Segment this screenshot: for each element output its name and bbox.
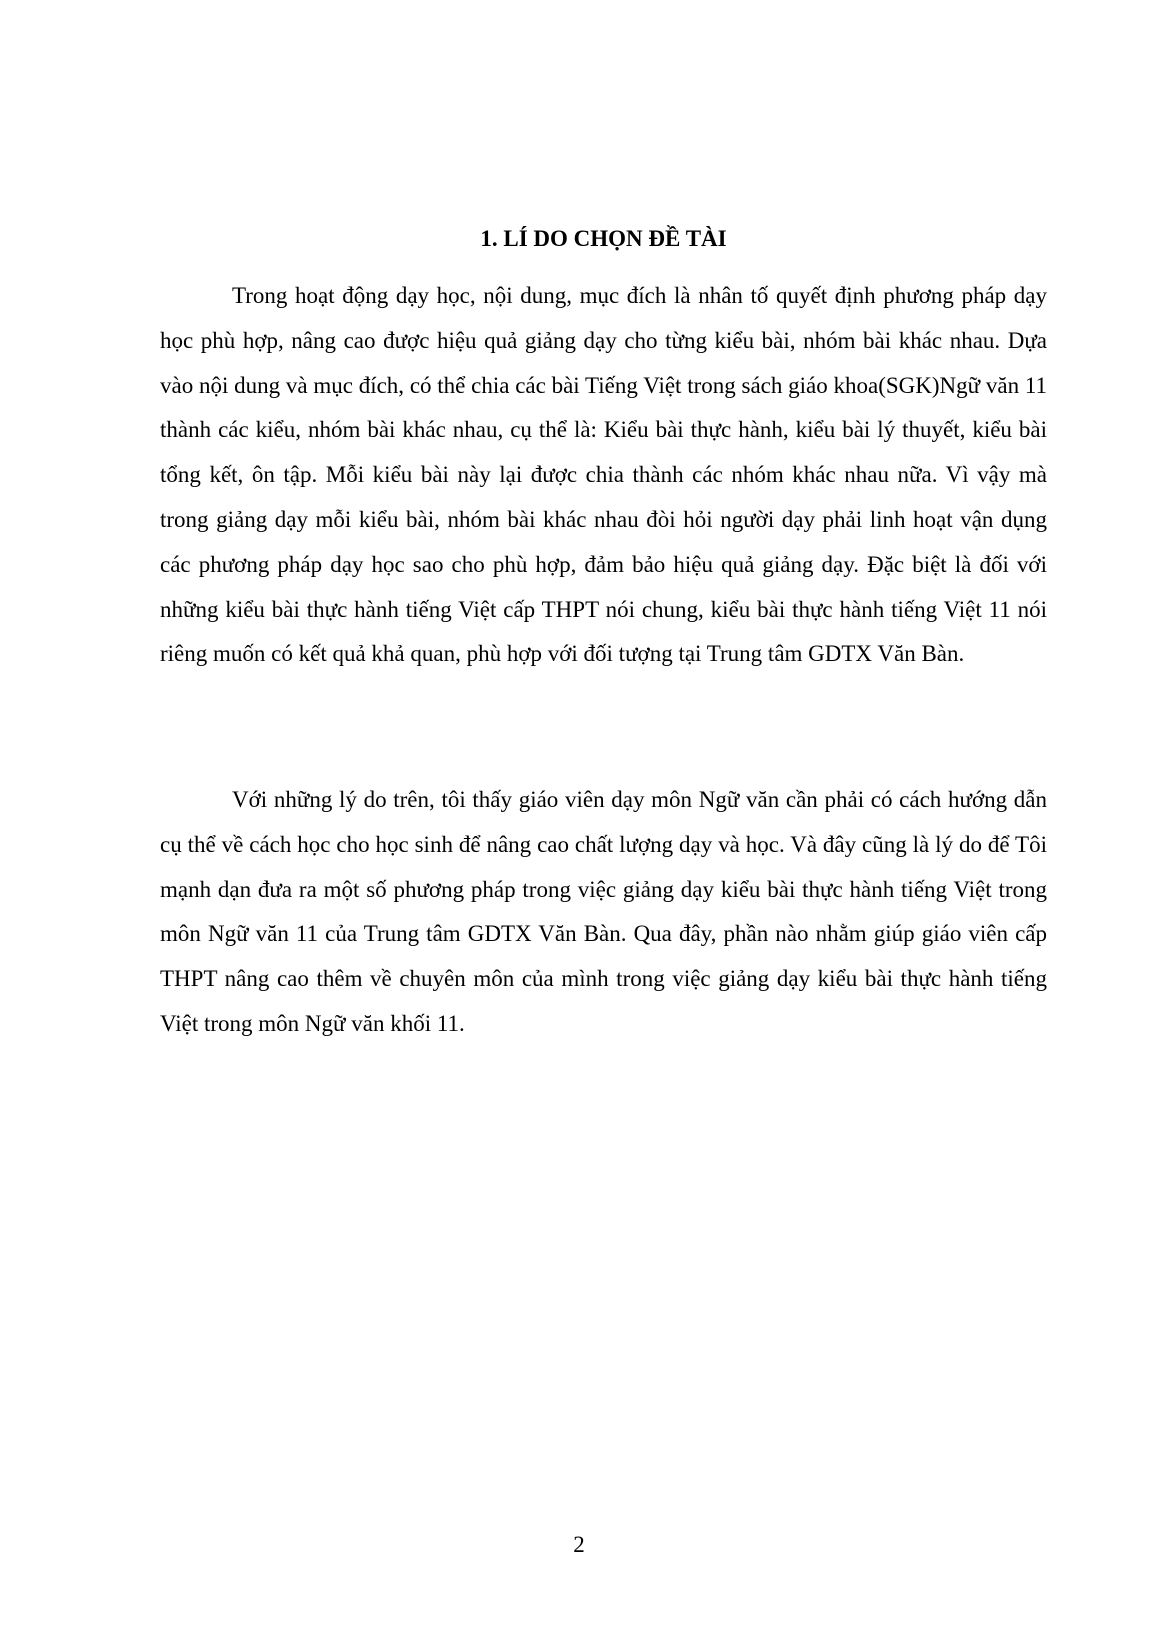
page-number: 2: [573, 1532, 585, 1557]
section-title: 1. LÍ DO CHỌN ĐỀ TÀI: [480, 226, 727, 251]
paragraph-conclusion: Với những lý do trên, tôi thấy giáo viên dạy môn Ngữ văn cần phải có cách hướng dẫn cụ thể về cách học cho học sinh để nâng cao chất lượng dạy và học. Và đây cũng là lý do để Tôi mạnh dạn đưa ra một số phương pháp trong việc giảng dạy kiểu bài thực hành tiếng Việt trong môn Ngữ văn 11 của Trung tâm GDTX Văn Bàn. Qua đây, phần nào nhằm giúp giáo viên cấp THPT nâng cao thêm về chuyên môn của mình trong việc giảng dạy kiểu bài thực hành tiếng Việt trong môn Ngữ văn khối 11.: [160, 787, 1047, 1036]
paragraph-reasons: Trong hoạt động dạy học, nội dung, mục đích là nhân tố quyết định phương pháp dạy học phù hợp, nâng cao được hiệu quả giảng dạy cho từng kiểu bài, nhóm bài khác nhau. Dựa vào nội dung và mục đích, có thể chia các bài Tiếng Việt trong sách giáo khoa(SGK)Ngữ văn 11 thành các kiểu, nhóm bài khác nhau, cụ thể là: Kiểu bài thực hành, kiểu bài lý thuyết, kiểu bài tổng kết, ôn tập. Mỗi kiểu bài này lại được chia thành các nhóm khác nhau nữa. Vì vậy mà trong giảng dạy mỗi kiểu bài, nhóm bài khác nhau đòi hỏi người dạy phải linh hoạt vận dụng các phương pháp dạy học sao cho phù hợp, đảm bảo hiệu quả giảng dạy. Đặc biệt là đối với những kiểu bài thực hành tiếng Việt cấp THPT nói chung, kiểu bài thực hành tiếng Việt 11 nói riêng muốn có kết quả khả quan, phù hợp với đối tượng tại Trung tâm GDTX Văn Bàn.: [160, 283, 1047, 667]
